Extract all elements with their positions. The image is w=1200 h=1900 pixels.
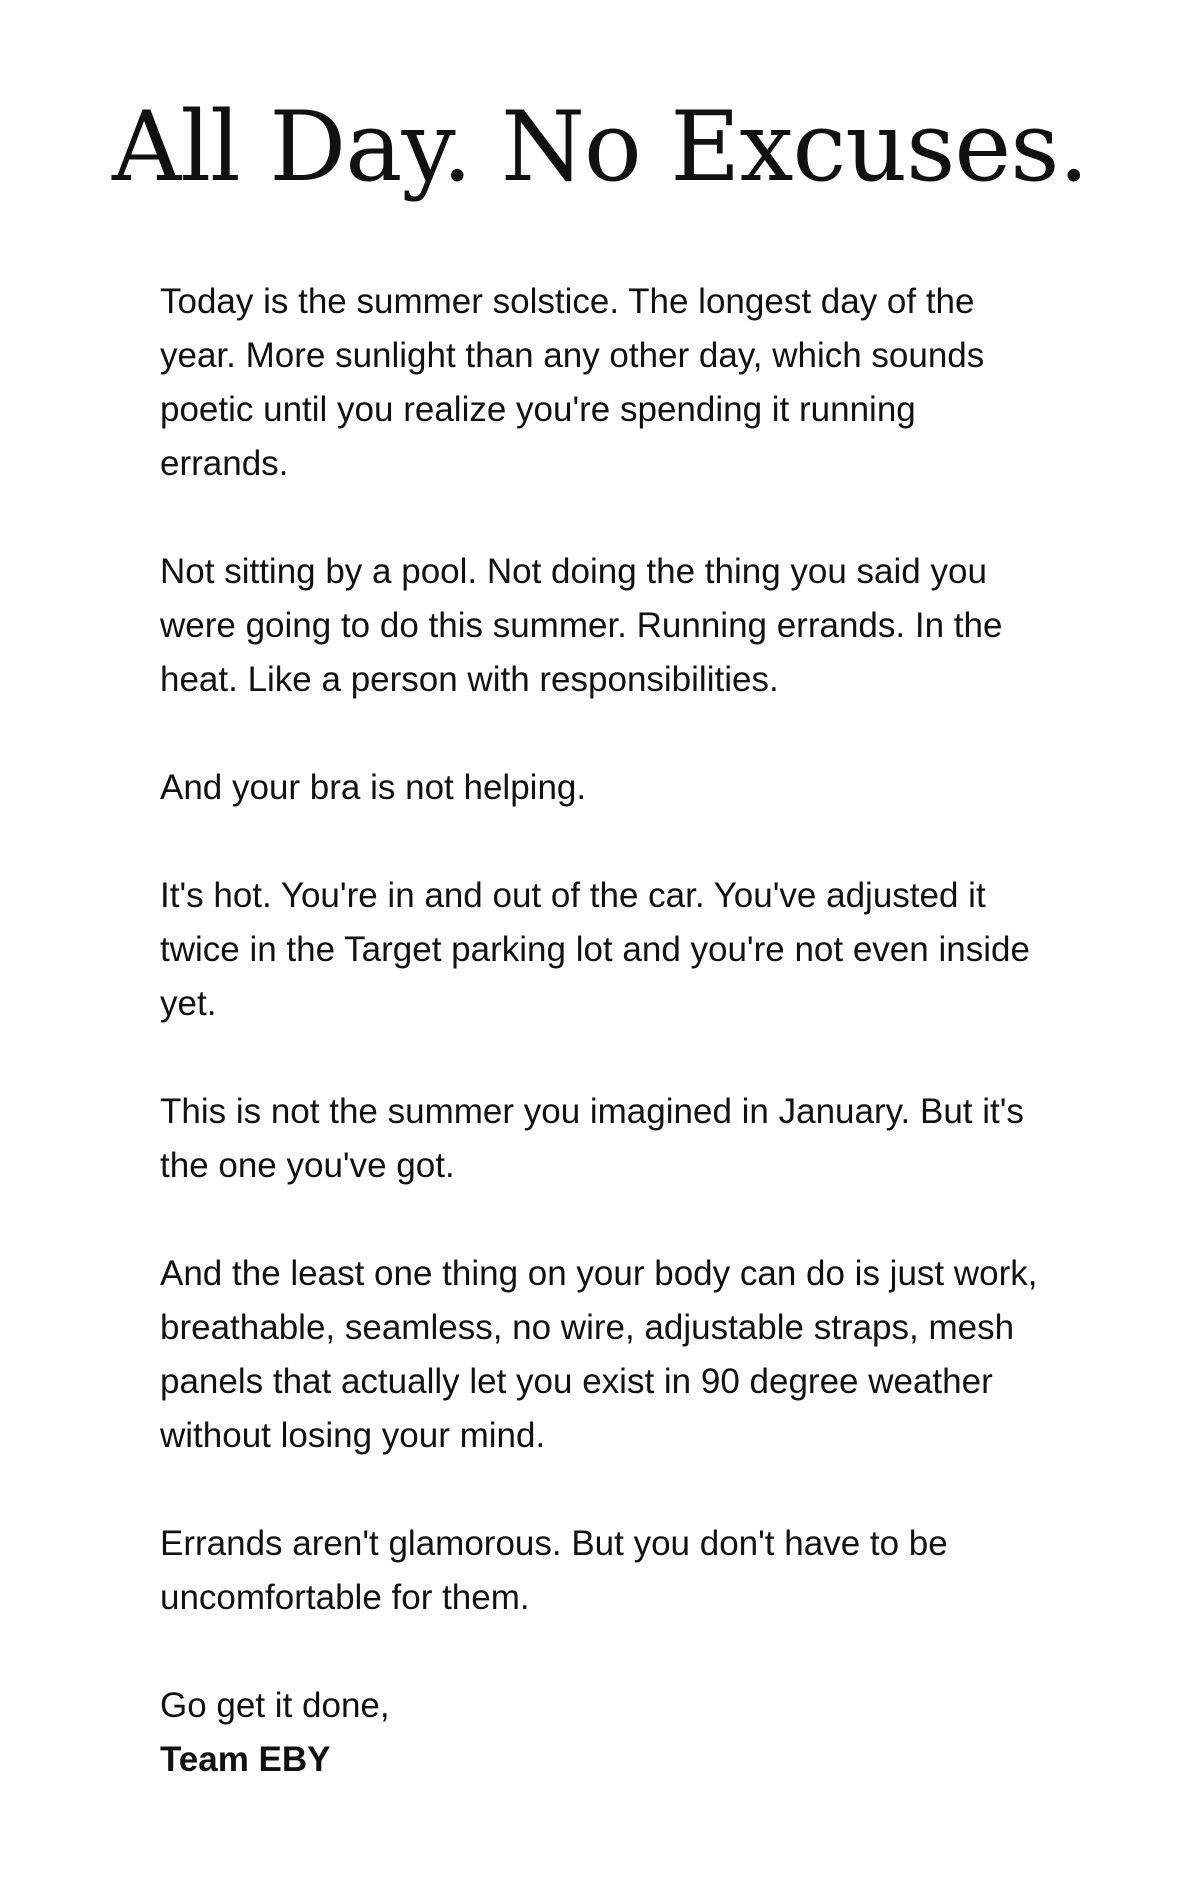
paragraph: Today is the summer solstice. The longest day of the year. More sunlight than any other day, which sounds poetic until you realize you're spending it running errands. bbox=[160, 281, 985, 483]
paragraph: Errands aren't glamorous. But you don't have to be uncomfortable for them. bbox=[160, 1523, 948, 1617]
paragraph: This is not the summer you imagined in January. But it's the one you've got. bbox=[160, 1091, 1024, 1185]
paragraph: It's hot. You're in and out of the car. You've adjusted it twice in the Target parking lot and you're not even inside yet. bbox=[160, 875, 1030, 1023]
paragraph: And the least one thing on your body can do is just work, breathable, seamless, no wire, adjustable straps, mesh panels that actually let you exist in 90 degree weather without losing your mind. bbox=[160, 1253, 1038, 1455]
paragraph: And your bra is not helping. bbox=[160, 767, 587, 807]
signoff-closing: Go get it done, bbox=[160, 1685, 390, 1725]
paragraph: Not sitting by a pool. Not doing the thing you said you were going to do this summer. Running errands. In the heat. Like a person with responsibilities. bbox=[160, 551, 1003, 699]
headline: All Day. No Excuses. bbox=[112, 91, 1088, 203]
message-body bbox=[160, 275, 1040, 1787]
signoff bbox=[160, 1679, 1040, 1787]
signature: Team EBY bbox=[160, 1739, 331, 1779]
